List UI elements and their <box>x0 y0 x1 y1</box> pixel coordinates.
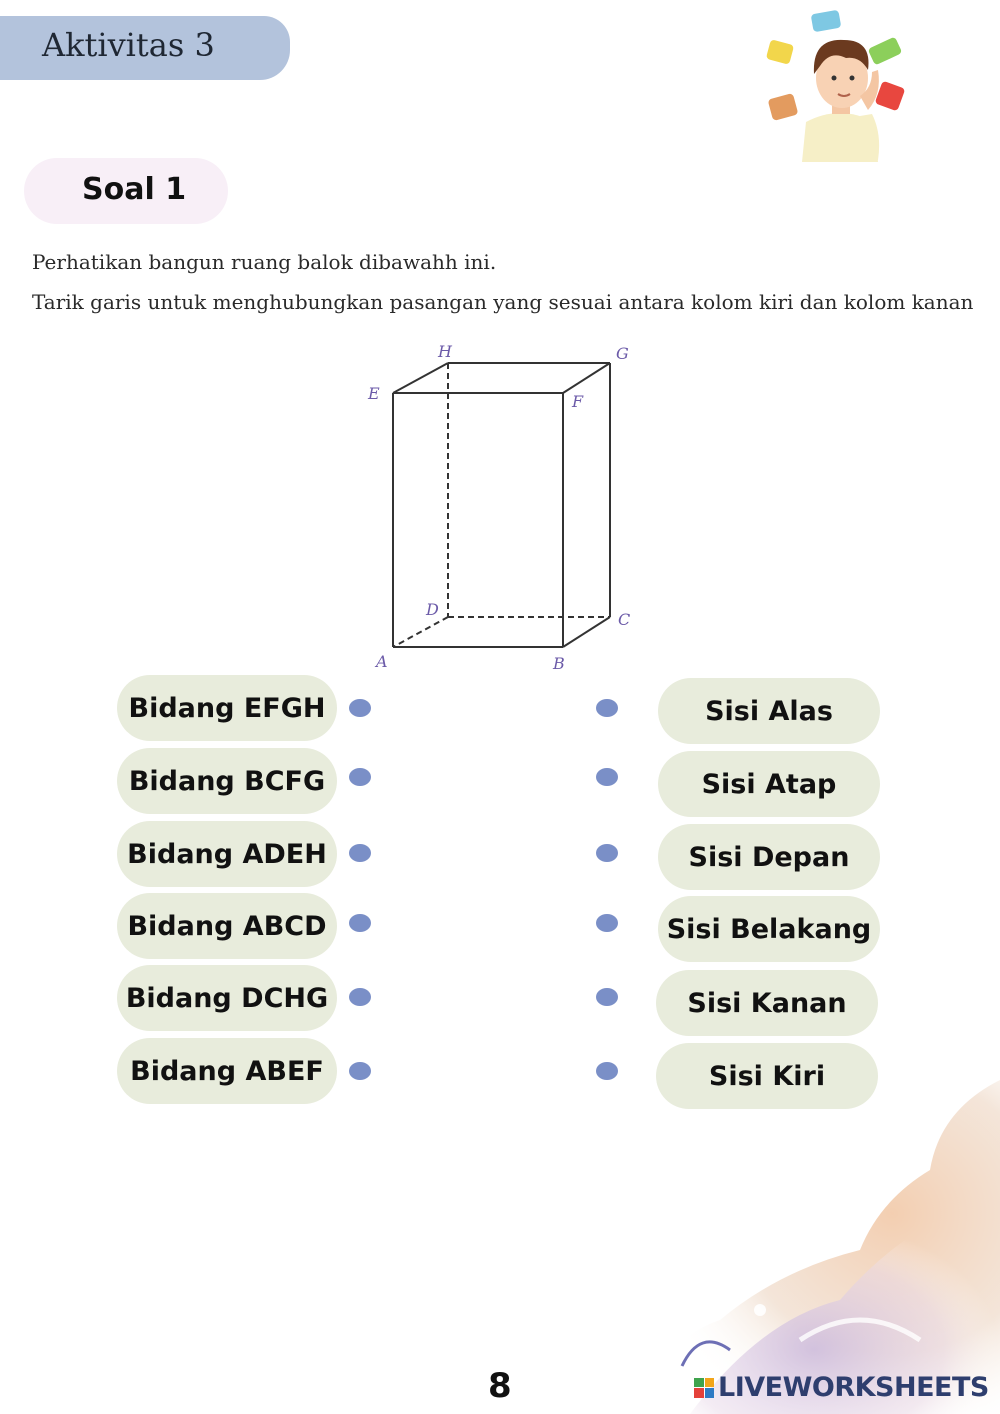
vertex-label-a: A <box>376 652 388 671</box>
left-option-pill: Bidang DCHG <box>117 965 337 1031</box>
vertex-label-b: B <box>553 654 565 673</box>
left-connector-dot[interactable] <box>349 914 371 932</box>
right-option-pill: Sisi Atap <box>658 751 880 817</box>
right-option-pill: Sisi Belakang <box>658 896 880 962</box>
right-connector-dot[interactable] <box>596 914 618 932</box>
right-connector-dot[interactable] <box>596 699 618 717</box>
liveworksheets-brand: LIVEWORKSHEETS <box>718 1372 989 1403</box>
right-option-pill: Sisi Depan <box>658 824 880 890</box>
activity-title: Aktivitas 3 <box>42 26 215 64</box>
left-connector-dot[interactable] <box>349 768 371 786</box>
question-label: Soal 1 <box>82 172 187 207</box>
instruction-line: Perhatikan bangun ruang balok dibawahh ini. <box>32 250 497 274</box>
left-connector-dot[interactable] <box>349 988 371 1006</box>
right-option-pill: Sisi Kanan <box>656 970 878 1036</box>
liveworksheets-logo <box>694 1372 989 1403</box>
right-option-pill: Sisi Alas <box>658 678 880 744</box>
left-option-pill: Bidang ADEH <box>117 821 337 887</box>
left-connector-dot[interactable] <box>349 1062 371 1080</box>
instruction-line: Tarik garis untuk menghubungkan pasangan yang sesuai antara kolom kiri dan kolom kanan <box>32 290 974 314</box>
vertex-label-f: F <box>572 392 584 411</box>
vertex-label-g: G <box>616 344 629 363</box>
right-connector-dot[interactable] <box>596 768 618 786</box>
vertex-label-d: D <box>426 600 439 619</box>
vertex-label-e: E <box>368 384 380 403</box>
liveworksheets-mark-icon <box>694 1378 714 1398</box>
right-option-pill: Sisi Kiri <box>656 1043 878 1109</box>
right-connector-dot[interactable] <box>596 1062 618 1080</box>
left-option-pill: Bidang ABEF <box>117 1038 337 1104</box>
watercolor-decoration <box>600 1080 1000 1414</box>
right-connector-dot[interactable] <box>596 844 618 862</box>
cuboid-figure <box>360 335 640 675</box>
left-option-pill: Bidang EFGH <box>117 675 337 741</box>
left-option-pill: Bidang BCFG <box>117 748 337 814</box>
vertex-label-c: C <box>618 610 631 629</box>
vertex-label-h: H <box>438 342 452 361</box>
left-connector-dot[interactable] <box>349 844 371 862</box>
left-connector-dot[interactable] <box>349 699 371 717</box>
thinking-kid-illustration <box>760 4 920 162</box>
left-option-pill: Bidang ABCD <box>117 893 337 959</box>
page-number: 8 <box>488 1366 512 1406</box>
right-connector-dot[interactable] <box>596 988 618 1006</box>
